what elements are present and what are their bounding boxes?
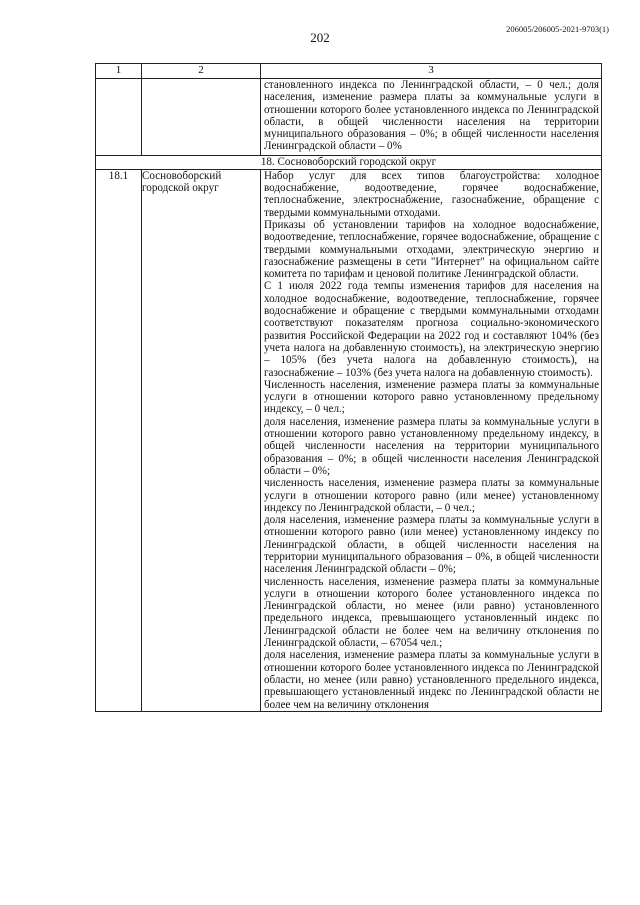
paragraph: доля населения, изменение размера платы за коммунальные услуги в отношении которого равно (или менее) установленному индексу по Ленинградской области, в общей численности населения на территории муниципального образования – 0%, в общей численности населения Ленинградской области – 0%; [264,514,599,576]
paragraph: Приказы об установлении тарифов на холодное водоснабжение, водоотведение, теплоснабжение, горячее водоснабжение, обращение с твердыми коммунальными отходами, электрическую энергию и газоснабжение размещены в сети "Интернет" на официальном сайте комитета по тарифам и ценовой политике Ленинградской области. [264,218,599,281]
column-header: 3 [261,64,602,79]
paragraph: Численность населения, изменение размера платы за коммунальные услуги в отношении которого равно установленному предельному индексу, – 0 чел.; [264,378,599,416]
carryover-text: становленного индекса по Ленинградской области, – 0 чел.; доля населения, изменение размера платы за коммунальные услуги в отношении которого более установленного индекса по Ленинградской области, в общей численности населения на территории муниципального образования – 0%; в общей численности населения Ленинградской области – 0% [264,79,599,153]
document-table [95,63,602,712]
paragraph: доля населения, изменение размера платы за коммунальные услуги в отношении которого равно установленному предельному индексу, в общей численности населения на территории муниципального образования – 0%; в общей численности населения Ленинградской области – 0%; [264,415,599,477]
municipality-name: Сосновоборский городской округ [142,169,261,711]
paragraph: С 1 июля 2022 года темпы изменения тарифов для населения на холодное водоснабжение, водоотведение, теплоснабжение, горячее водоснабжение и обращение с твердыми коммунальными отходами соответствуют показателям прогноза социально-экономического развития Российской Федерации на 2022 год и составляют 104% (без учета налога на добавленную стоимость), на электрическую энергию – 105% (без учета налога на добавленную стоимость), на газоснабжение – 103% (без учета налога на добавленную стоимость). [264,280,599,379]
paragraph: численность населения, изменение размера платы за коммунальные услуги в отношении которого равно (или менее) установленному индексу по Ленинградской области, – 0 чел.; [264,477,599,514]
document-id: 206005/206005-2021-9703(1) [506,24,609,34]
paragraph: Набор услуг для всех типов благоустройства: холодное водоснабжение, водоотведение, горячее водоснабжение, теплоснабжение, электроснабжение, газоснабжение, обращение с твердыми коммунальными отходами. [264,169,599,219]
row-number: 18.1 [96,169,142,711]
section-title: 18. Сосновоборский городской округ [96,155,602,169]
column-header: 2 [142,64,261,79]
paragraph: численность населения, изменение размера платы за коммунальные услуги в отношении которого более установленного индекса по Ленинградской области, но менее (или равно) установленного предельного индекса, превышающего установленный индекс по Ленинградской области не более чем на величину отклонения по Ленинградской области, – 67054 чел.; [264,575,599,650]
table-header-row [96,64,602,79]
column-header: 1 [96,64,142,79]
paragraph: доля населения, изменение размера платы за коммунальные услуги в отношении которого более установленного индекса по Ленинградской области, но менее (или равно) установленного предельного индекса, превышающего установленный индекс по Ленинградской области не более чем на величину отклонения [264,649,599,711]
table-row [96,169,602,711]
page-number: 202 [310,30,330,45]
carryover-row [96,79,602,156]
row-content [261,169,602,711]
section-row [96,155,602,169]
